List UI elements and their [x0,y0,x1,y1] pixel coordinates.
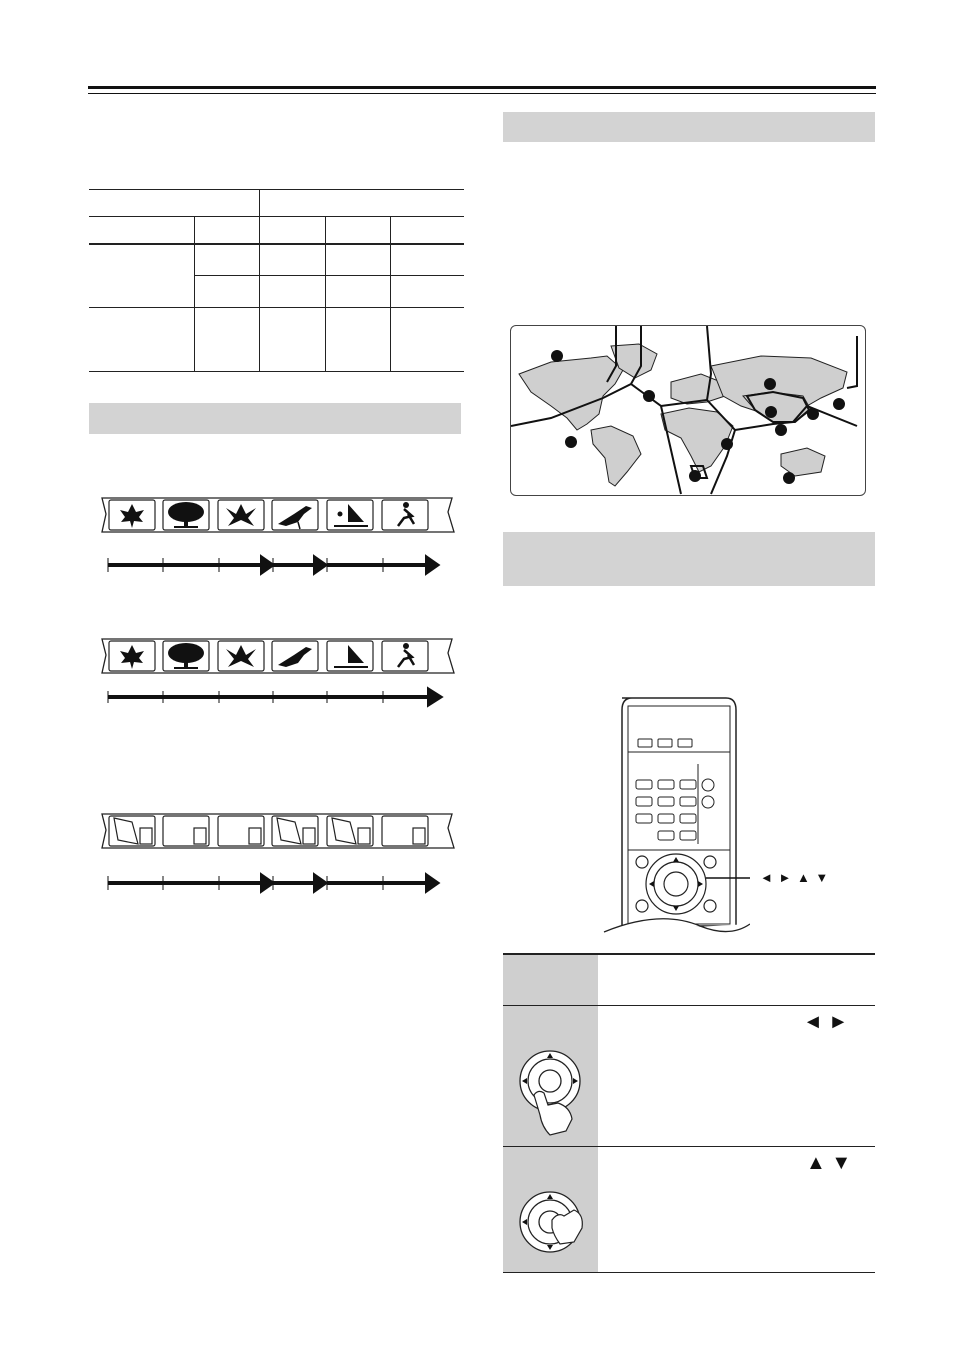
region-marker [783,472,795,484]
region-marker [775,424,787,436]
region-border [847,336,857,388]
table-divider [259,216,260,371]
table-rule [89,371,464,372]
section-heading-band [503,112,875,142]
region-marker [764,378,776,390]
region-map [510,325,866,496]
film-strip-title [98,633,458,713]
south-america-land [591,426,641,486]
page-icon [303,828,315,844]
left-right-arrow-symbols: ◄ ► [803,1011,849,1033]
hand-icon [552,1210,582,1244]
region-marker [765,406,777,418]
page-icon [194,828,206,844]
region-marker [807,408,819,420]
table-rule [89,243,464,245]
table-rule [89,216,464,217]
region-marker [565,436,577,448]
dpad-left-right-illustration [512,1045,592,1137]
dpad-up-down-illustration [512,1184,592,1264]
remote-button[interactable] [658,739,672,747]
up-down-arrow-symbols: ▲ ▼ [806,1152,852,1174]
table-divider [390,216,391,371]
table-divider [325,216,326,371]
remote-button[interactable] [638,739,652,747]
north-america-land [519,356,623,430]
enter-button[interactable] [664,872,688,896]
header-rule [88,86,876,89]
film-strip-tracks [98,808,458,898]
region-marker [689,470,701,482]
table-rule [89,307,464,308]
section-heading-band [503,532,875,586]
table-divider [259,189,260,216]
page-icon [140,828,152,844]
region-border [631,384,681,494]
table-rule [89,189,464,190]
table-rule [194,275,464,276]
page-icon [413,828,425,844]
region-marker [833,398,845,410]
region-marker [721,438,733,450]
page-icon [358,828,370,844]
table-rule [503,1272,875,1273]
page-icon [249,828,261,844]
remote-button[interactable] [678,739,692,747]
step-cell [503,955,598,1005]
table-divider [194,216,195,371]
arrow-buttons-label: ◄ ► ▲ ▼ [760,870,830,885]
australia-land [781,448,825,476]
section-heading-band [89,403,461,434]
region-marker [643,390,655,402]
header-rule-thin [88,93,876,94]
region-marker [551,350,563,362]
remote-control-illustration [600,694,750,939]
film-strip-chapters [98,492,458,582]
